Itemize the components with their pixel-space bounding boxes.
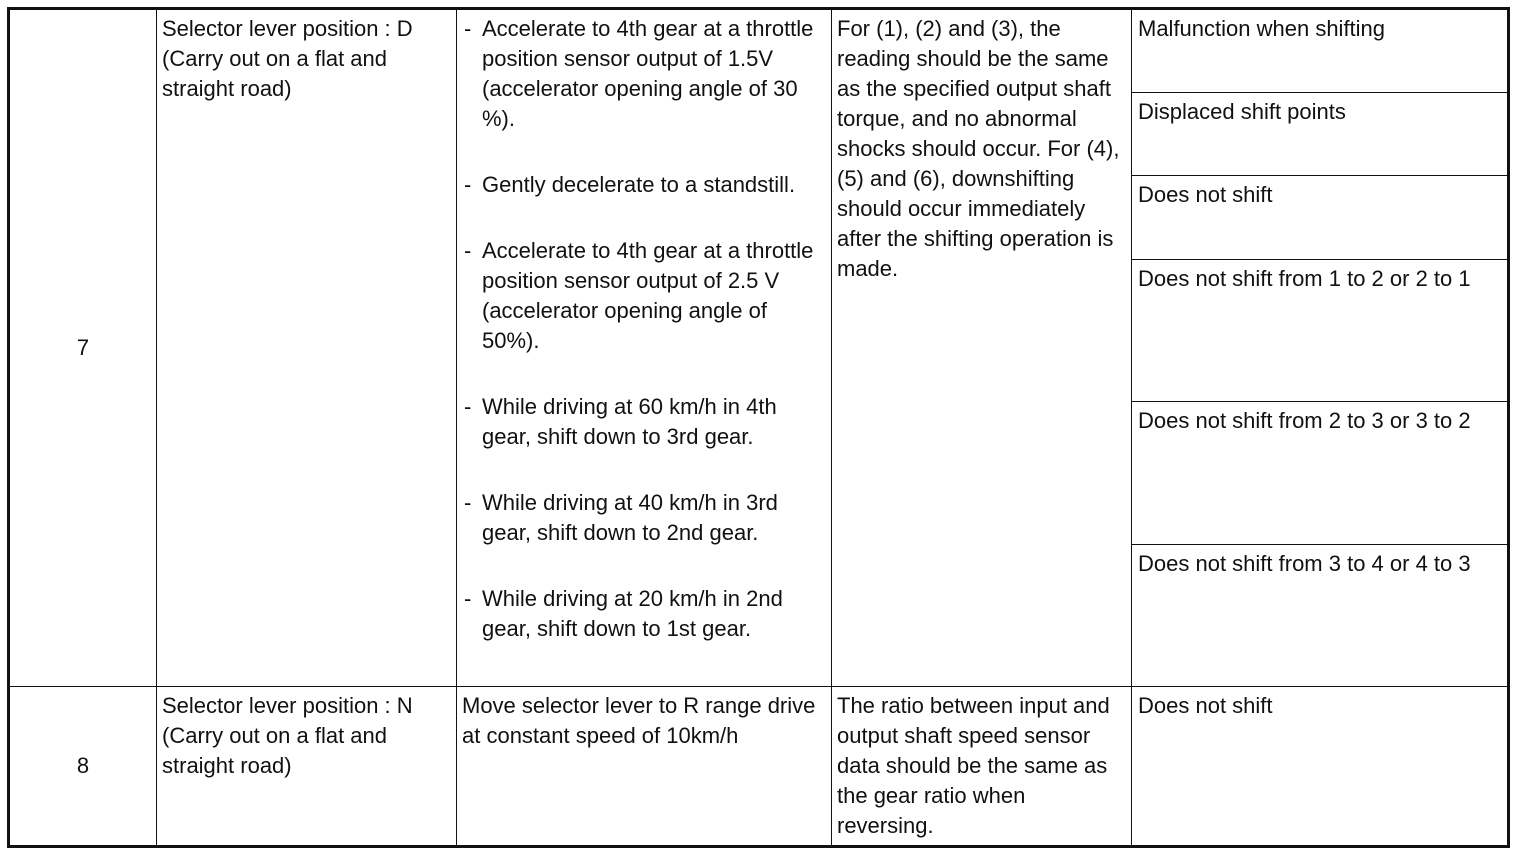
item-cell bbox=[1132, 260, 1509, 402]
list-item bbox=[462, 170, 826, 200]
step-marker: - bbox=[464, 586, 472, 611]
row-number-cell bbox=[9, 9, 157, 687]
item-cell bbox=[1132, 687, 1509, 847]
list-item bbox=[462, 584, 826, 644]
condition-text: Selector lever position : N (Carry out on a flat and straight road) bbox=[162, 693, 413, 778]
condition-text: Selector lever position : D (Carry out on a flat and straight road) bbox=[162, 16, 413, 101]
item-text: Does not shift from 2 to 3 or 3 to 2 bbox=[1138, 408, 1471, 433]
condition-cell bbox=[157, 687, 457, 847]
item-cell bbox=[1132, 402, 1509, 545]
result-cell bbox=[832, 9, 1132, 687]
step-text: While driving at 40 km/h in 3rd gear, shift down to 2nd gear. bbox=[482, 490, 778, 545]
condition-cell bbox=[157, 9, 457, 687]
table-row bbox=[9, 9, 1509, 93]
result-text: The ratio between input and output shaft speed sensor data should be the same as the gear ratio when reversing. bbox=[837, 693, 1110, 838]
list-item bbox=[462, 14, 826, 134]
table-row bbox=[9, 687, 1509, 847]
list-item bbox=[462, 236, 826, 356]
step-marker: - bbox=[464, 394, 472, 419]
step-text: Accelerate to 4th gear at a throttle position sensor output of 1.5V (accelerator opening angle of 30 %). bbox=[482, 16, 814, 131]
item-text: Does not shift bbox=[1138, 693, 1273, 718]
item-text: Does not shift bbox=[1138, 182, 1273, 207]
item-cell bbox=[1132, 93, 1509, 176]
item-text: Does not shift from 1 to 2 or 2 to 1 bbox=[1138, 266, 1471, 291]
step-text: Gently decelerate to a standstill. bbox=[482, 172, 796, 197]
row-number-cell bbox=[9, 687, 157, 847]
result-text: For (1), (2) and (3), the reading should be the same as the specified output shaft torque, and no abnormal shocks should occur. For (4), (5) and (6), downshifting should occur immediately after the shifting operation is made. bbox=[837, 16, 1120, 281]
row-number: 7 bbox=[76, 335, 90, 360]
step-text: Accelerate to 4th gear at a throttle position sensor output of 2.5 V (accelerator opening angle of 50%). bbox=[482, 238, 814, 353]
inspection-table bbox=[7, 7, 1510, 848]
step-marker: - bbox=[464, 238, 472, 263]
step-marker: - bbox=[464, 16, 472, 41]
operation-cell bbox=[457, 9, 832, 687]
item-cell bbox=[1132, 176, 1509, 260]
step-marker: - bbox=[464, 490, 472, 515]
item-text: Displaced shift points bbox=[1138, 99, 1346, 124]
result-cell bbox=[832, 687, 1132, 847]
operation-steps bbox=[462, 14, 826, 644]
item-text: Does not shift from 3 to 4 or 4 to 3 bbox=[1138, 551, 1471, 576]
item-cell bbox=[1132, 9, 1509, 93]
step-marker: - bbox=[464, 172, 472, 197]
operation-text: Move selector lever to R range drive at constant speed of 10km/h bbox=[462, 693, 816, 748]
operation-cell bbox=[457, 687, 832, 847]
list-item bbox=[462, 488, 826, 548]
step-text: While driving at 60 km/h in 4th gear, shift down to 3rd gear. bbox=[482, 394, 777, 449]
step-text: While driving at 20 km/h in 2nd gear, shift down to 1st gear. bbox=[482, 586, 783, 641]
item-cell bbox=[1132, 545, 1509, 687]
list-item bbox=[462, 392, 826, 452]
item-text: Malfunction when shifting bbox=[1138, 16, 1386, 41]
row-number: 8 bbox=[76, 753, 90, 778]
